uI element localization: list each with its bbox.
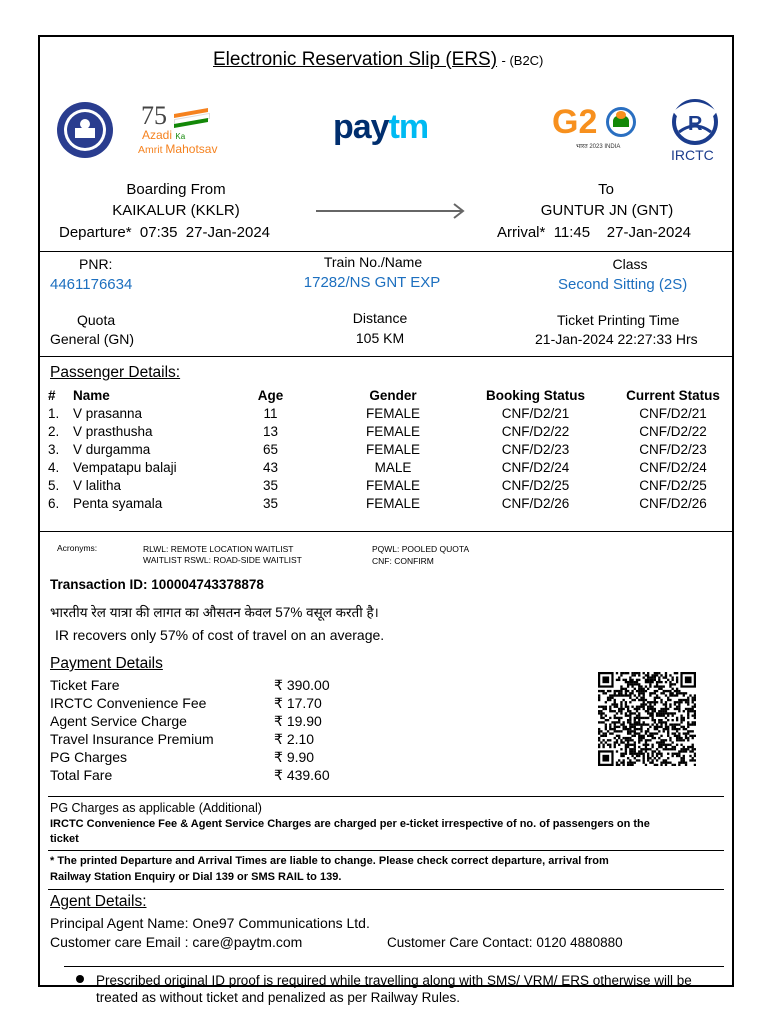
col-header: Booking Status (485, 387, 585, 403)
convenience-fee-note-line2: ticket (50, 833, 79, 845)
pax-name: V prasthusha (73, 423, 153, 439)
col-header: Current Status (626, 387, 720, 403)
boarding-station: KAIKALUR (KKLR) (112, 202, 240, 219)
departure-time: 07:35 (139, 224, 178, 241)
rupee-symbol: ₹ (274, 694, 283, 711)
printing-time-label: Ticket Printing Time (557, 312, 680, 328)
payment-amount: 390.00 (286, 676, 330, 693)
rupee-symbol: ₹ (274, 730, 283, 747)
pax-age: 65 (262, 441, 279, 457)
pnr-label: PNR: (79, 256, 113, 272)
arrival-label: Arrival* (497, 224, 546, 241)
principal-agent-value: One97 Communications Ltd. (192, 915, 370, 931)
payment-amount: 2.10 (286, 730, 315, 747)
amrit-word: Amrit (138, 144, 163, 156)
payment-amount: 17.70 (286, 694, 322, 711)
divider (38, 356, 734, 357)
pax-num: 2. (48, 423, 60, 439)
pax-booking-status: CNF/D2/22 (501, 423, 570, 439)
pax-booking-status: CNF/D2/21 (501, 405, 570, 421)
col-header: # (48, 387, 56, 403)
pax-current-status: CNF/D2/23 (639, 441, 707, 457)
class-value: Second Sitting (2S) (558, 276, 688, 293)
table-row (48, 422, 738, 440)
cost-recovery-hindi: भारतीय रेल यात्रा की लागत का औसतन केवल 57% वसूल करती है। (50, 605, 379, 620)
pax-num: 4. (48, 459, 60, 475)
pax-name: V prasanna (73, 405, 143, 421)
table-row (48, 494, 738, 512)
divider (38, 531, 734, 532)
pax-num: 1. (48, 405, 60, 421)
payment-row (50, 694, 364, 712)
rupee-symbol: ₹ (274, 712, 283, 729)
pax-age: 35 (262, 477, 279, 493)
pax-name: Vempatapu balaji (73, 459, 177, 475)
pax-age: 43 (262, 459, 279, 475)
rupee-symbol: ₹ (274, 766, 283, 783)
transaction-id-value: 100004743378878 (151, 577, 264, 592)
customer-care-email-label: Customer care Email : (50, 934, 189, 950)
payment-amount: 439.60 (286, 766, 330, 783)
azadi-ka-amrit-mahotsav-logo (136, 103, 232, 159)
payment-row (50, 748, 364, 766)
table-row (48, 458, 738, 476)
payment-label: PG Charges (50, 749, 128, 765)
arrival-date: 27-Jan-2024 (606, 224, 692, 241)
arrival-line (497, 224, 691, 241)
pax-gender: MALE (374, 459, 412, 475)
col-header: Gender (369, 387, 417, 403)
payment-amount: 19.90 (286, 712, 322, 729)
pg-charges-note: PG Charges as applicable (Additional) (50, 801, 262, 815)
irctc-logo (665, 96, 725, 166)
pax-gender: FEMALE (365, 477, 420, 493)
to-label: To (598, 181, 614, 198)
journey-arrow (316, 202, 468, 220)
azadi-word: Azadi (142, 128, 173, 142)
payment-label: Agent Service Charge (50, 713, 187, 729)
pax-name: Penta syamala (73, 495, 163, 511)
pax-name: V durgamma (73, 441, 151, 457)
mahotsav-word: Mahotsav (165, 142, 218, 156)
payment-label: Travel Insurance Premium (50, 731, 214, 747)
payment-details-heading: Payment Details (50, 655, 163, 672)
principal-agent (50, 915, 370, 931)
payment-label: Ticket Fare (50, 677, 120, 693)
pax-num: 5. (48, 477, 60, 493)
pax-booking-status: CNF/D2/26 (501, 495, 570, 511)
divider (38, 251, 734, 252)
acronyms-label: Acronyms: (57, 543, 98, 553)
pnr-value: 4461176634 (50, 276, 133, 293)
pax-booking-status: CNF/D2/24 (501, 459, 570, 475)
transaction-id-label: Transaction ID: (50, 577, 148, 592)
page-title-suffix: - (B2C) (501, 53, 544, 68)
divider (64, 966, 724, 967)
bullet-icon (76, 975, 84, 983)
page-title-group (213, 49, 543, 71)
rupee-symbol: ₹ (274, 676, 283, 693)
pax-current-status: CNF/D2/22 (639, 423, 707, 439)
payment-row (50, 712, 364, 730)
id-proof-note-line2: treated as without ticket and penalized as per Railway Rules. (96, 990, 460, 1005)
train-label: Train No./Name (323, 254, 423, 270)
departure-line (59, 224, 270, 241)
table-row (48, 440, 738, 458)
payment-row (50, 676, 364, 694)
table-row (48, 404, 738, 422)
distance-label: Distance (352, 310, 408, 326)
convenience-fee-note-line1: IRCTC Convenience Fee & Agent Service Charges are charged per e-ticket irrespective of no. of passengers on the (50, 818, 650, 830)
payment-label: Total Fare (50, 767, 113, 783)
customer-care-contact-value: 0120 4880880 (536, 935, 623, 950)
boarding-from-label: Boarding From (126, 181, 226, 198)
pax-gender: FEMALE (365, 495, 420, 511)
customer-care-contact (387, 935, 623, 950)
pax-booking-status: CNF/D2/23 (501, 441, 570, 457)
pax-gender: FEMALE (365, 405, 420, 421)
divider (48, 889, 724, 890)
passenger-details-heading: Passenger Details: (50, 364, 181, 381)
customer-care-email-value: care@paytm.com (192, 934, 303, 950)
payment-row (50, 730, 364, 748)
printing-time-value: 21-Jan-2024 22:27:33 Hrs (535, 331, 698, 347)
timing-note-line1: * The printed Departure and Arrival Times are liable to change. Please check correct departure, arrival from (50, 855, 609, 867)
timing-note-line2: Railway Station Enquiry or Dial 139 or SMS RAIL to 139. (50, 871, 342, 883)
pax-age: 11 (263, 405, 278, 421)
passenger-table (48, 386, 738, 512)
pax-num: 6. (48, 495, 60, 511)
distance-value: 105 KM (355, 330, 405, 346)
passenger-table-header (48, 386, 738, 404)
transaction-id (50, 577, 264, 592)
pax-age: 13 (262, 423, 279, 439)
paytm-logo: paytm (333, 108, 429, 146)
g20-subtitle: भारत 2023 INDIA (576, 144, 621, 150)
acronym-rswl: WAITLIST RSWL: ROAD-SIDE WAITLIST (143, 555, 302, 565)
irctc-text: IRCTC (671, 147, 714, 163)
azadi-number: 75 (141, 101, 167, 130)
customer-care-email (50, 934, 302, 950)
acronym-cnf: CNF: CONFIRM (372, 556, 434, 566)
class-label: Class (612, 256, 648, 272)
pax-current-status: CNF/D2/21 (639, 405, 707, 421)
destination-station: GUNTUR JN (GNT) (540, 202, 674, 219)
svg-text:R: R (688, 113, 703, 135)
pax-current-status: CNF/D2/24 (639, 459, 707, 475)
pax-current-status: CNF/D2/25 (639, 477, 707, 493)
acronym-rlwl: RLWL: REMOTE LOCATION WAITLIST (143, 544, 294, 554)
cost-recovery-english: IR recovers only 57% of cost of travel on an average. (55, 627, 385, 643)
principal-agent-label: Principal Agent Name: (50, 915, 189, 931)
id-proof-note-line1: Prescribed original ID proof is required while travelling along with SMS/ VRM/ ERS otherwise will be (96, 973, 692, 988)
agent-details-heading: Agent Details: (50, 893, 147, 910)
pax-gender: FEMALE (365, 441, 420, 457)
quota-label: Quota (77, 312, 116, 328)
departure-date: 27-Jan-2024 (185, 224, 271, 241)
pax-num: 3. (48, 441, 60, 457)
divider (48, 796, 724, 797)
pax-booking-status: CNF/D2/25 (501, 477, 570, 493)
rupee-symbol: ₹ (274, 748, 283, 765)
arrival-time: 11:45 (553, 224, 591, 241)
col-header: Age (257, 387, 284, 403)
col-header: Name (73, 387, 110, 403)
table-row (48, 476, 738, 494)
pax-name: V lalitha (73, 477, 122, 493)
acronym-pqwl: PQWL: POOLED QUOTA (372, 544, 470, 554)
payment-amount: 9.90 (286, 748, 315, 765)
pax-gender: FEMALE (365, 423, 420, 439)
payment-row (50, 766, 364, 784)
divider (48, 850, 724, 851)
pax-age: 35 (262, 495, 279, 511)
azadi-ka: Ka (175, 132, 186, 141)
customer-care-contact-label: Customer Care Contact: (387, 935, 533, 950)
departure-label: Departure* (59, 224, 132, 241)
page-title: Electronic Reservation Slip (ERS) (213, 49, 498, 70)
payment-label: IRCTC Convenience Fee (50, 695, 207, 711)
g20-logo: G2 भारत 2023 INDIA (552, 103, 652, 155)
train-value: 17282/NS GNT EXP (303, 274, 441, 291)
pax-current-status: CNF/D2/26 (639, 495, 707, 511)
qr-code-image (598, 672, 696, 766)
indian-railways-logo (53, 100, 117, 160)
payment-table (50, 676, 364, 784)
quota-value: General (GN) (50, 331, 135, 347)
